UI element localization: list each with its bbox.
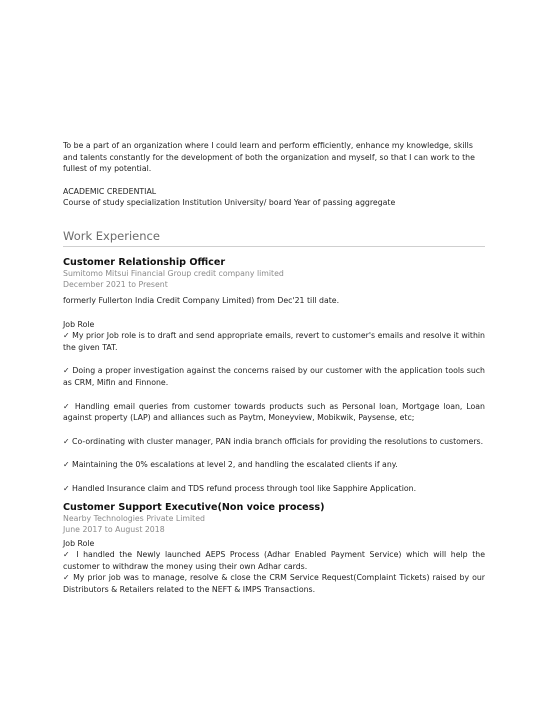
job-dates: December 2021 to Present	[63, 279, 168, 289]
job-bullet: ✓ Handled Insurance claim and TDS refund process through tool like Sapphire Application.	[63, 483, 417, 493]
job-bullet: ✓ I handled the Newly launched AEPS Process (Adhar Enabled Payment Service) which will help the customer to withdraw the money using their own Adhar cards.	[63, 550, 485, 571]
job-company: Sumitomo Mitsui Financial Group credit company limited	[63, 268, 284, 278]
job-note: formerly Fullerton India Credit Company Limited) from Dec'21 till date.	[63, 295, 340, 305]
resume-page	[63, 140, 485, 595]
job-bullet: ✓ My prior job was to manage, resolve & close the CRM Service Request(Complaint Tickets) raised by our Distributors & Retailers related to the NEFT & IMPS Transactions.	[63, 573, 485, 594]
job-bullet: ✓ My prior Job role is to draft and send appropriate emails, revert to customer's emails and resolve it within the given TAT.	[63, 331, 485, 352]
job-role-label: Job Role	[63, 319, 95, 329]
job-dates: June 2017 to August 2018	[63, 524, 165, 534]
job-title: Customer Support Executive(Non voice process)	[63, 501, 325, 513]
job-title: Customer Relationship Officer	[63, 256, 226, 268]
job-bullet: ✓ Co-ordinating with cluster manager, PAN india branch officials for providing the resolutions to customers.	[63, 436, 484, 446]
work-experience-heading: Work Experience	[63, 229, 485, 247]
job-company: Nearby Technologies Private Limited	[63, 513, 205, 523]
academic-heading: ACADEMIC CREDENTIAL	[63, 186, 157, 196]
objective-text: To be a part of an organization where I could learn and perform efficiently, enhance my knowledge, skills and talents constantly for the development of both the organization and myself, so that I can work to the fullest of my potential.	[63, 141, 475, 174]
job-entry	[63, 502, 485, 596]
job-entry	[63, 257, 485, 495]
job-bullet: ✓ Handling email queries from customer towards products such as Personal loan, Mortgage loan, Loan against property (LAP) and alliances such as Paytm, Moneyview, Mobikwik, Paysense, etc;	[63, 401, 485, 423]
job-role-label: Job Role	[63, 538, 95, 548]
job-bullet: ✓ Maintaining the 0% escalations at level 2, and handling the escalated clients if any.	[63, 460, 398, 470]
job-bullet: ✓ Doing a proper investigation against the concerns raised by our customer with the application tools such as CRM, Mifin and Finnone.	[63, 366, 485, 387]
academic-columns: Course of study specialization Institution University/ board Year of passing aggregate	[63, 198, 396, 208]
